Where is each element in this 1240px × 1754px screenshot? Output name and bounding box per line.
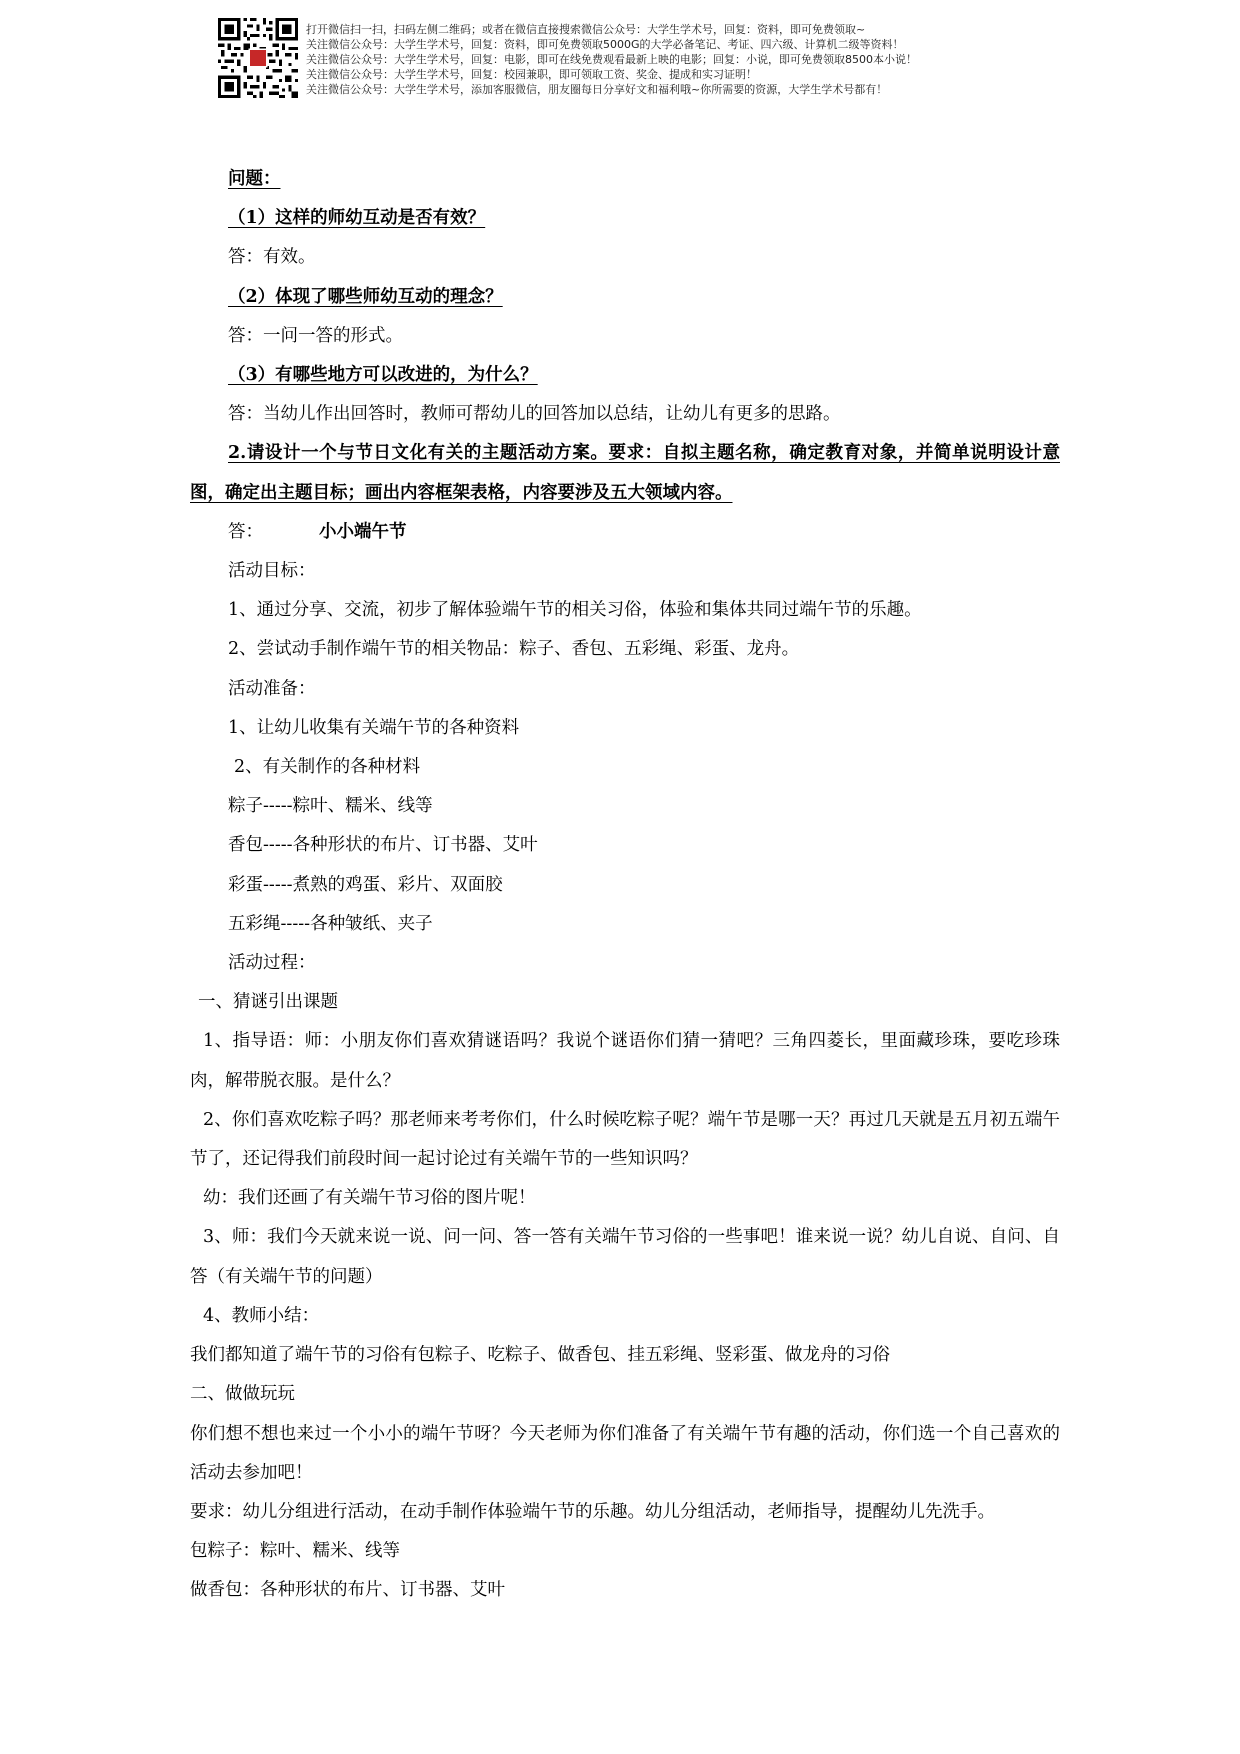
material-item: 彩蛋-----煮熟的鸡蛋、彩片、双面胶 (228, 874, 503, 895)
promo-line: 关注微信公众号：大学生学术号，添加客服微信，朋友圈每日分享好文和福利哦~你所需要的资源，大学生学术号都有！ (306, 83, 888, 96)
section-heading: 一、猜谜引出课题 (198, 992, 338, 1013)
question-1: （1）这样的师幼互动是否有效？ (228, 208, 486, 229)
summary-text: 我们都知道了端午节的习俗有包粽子、吃粽子、做香包、挂五彩绳、竖彩蛋、做龙舟的习俗 (190, 1345, 890, 1366)
material-item: 五彩绳-----各种皱纸、夹子 (228, 913, 433, 934)
answer-title-line (190, 513, 1060, 552)
promo-header (218, 18, 1018, 104)
process-step: 1、指导语：师：小朋友你们喜欢猜谜语吗？我说个谜语你们猜一猜吧？三角四菱长，里面藏珍珠，要吃珍珠肉，解带脱衣服。是什么？ (190, 1031, 1060, 1091)
theme-title: 小小端午节 (319, 521, 407, 542)
qr-code-icon (218, 18, 298, 98)
prep-label: 活动准备： (228, 678, 316, 699)
process-step: 3、师：我们今天就来说一说、问一问、答一答有关端午节习俗的一些事吧！谁来说一说？幼儿自说、自问、自答（有关端午节的问题） (190, 1227, 1060, 1287)
answer-label: 答： (228, 521, 263, 542)
design-task: 2.请设计一个与节日文化有关的主题活动方案。要求：自拟主题名称，确定教育对象，并简单说明设计意图，确定出主题目标；画出内容框架表格，内容要涉及五大领域内容。 (190, 443, 1060, 503)
promo-line: 打开微信扫一扫，扫码左侧二维码；或者在微信直接搜索微信公众号：大学生学术号，回复：资料，即可免费领取~ (306, 23, 866, 36)
process-step: 4、教师小结： (203, 1305, 320, 1326)
promo-line: 关注微信公众号：大学生学术号，回复：资料，即可免费领取5000G的大学必备笔记、考证、四六级、计算机二级等资料！ (306, 38, 904, 51)
prep-item: 1、让幼儿收集有关端午节的各种资料 (228, 717, 520, 738)
promo-line: 关注微信公众号：大学生学术号，回复：电影，即可在线免费观看最新上映的电影；回复：小说，即可免费领取8500本小说！ (306, 53, 917, 66)
intro-text: 你们想不想也来过一个小小的端午节呀？今天老师为你们准备了有关端午节有趣的活动，你们选一个自己喜欢的活动去参加吧！ (190, 1423, 1060, 1483)
question-2: （2）体现了哪些师幼互动的理念？ (228, 286, 503, 307)
promo-text (306, 22, 1026, 97)
process-step: 2、你们喜欢吃粽子吗？那老师来考考你们，什么时候吃粽子呢？端午节是哪一天？再过几天就是五月初五端午节了，还记得我们前段时间一起讨论过有关端午节的一些知识吗？ (190, 1109, 1060, 1170)
material-item: 粽子-----粽叶、糯米、线等 (228, 796, 433, 817)
question-3: （3）有哪些地方可以改进的，为什么？ (228, 365, 538, 386)
answer-1: 答：有效。 (228, 247, 316, 268)
activity-item: 做香包：各种形状的布片、订书器、艾叶 (190, 1580, 505, 1601)
material-item: 香包-----各种形状的布片、订书器、艾叶 (228, 835, 538, 856)
document-body (190, 160, 1060, 1611)
goal-item: 1、通过分享、交流，初步了解体验端午节的相关习俗，体验和集体共同过端午节的乐趣。 (228, 600, 922, 621)
section-heading: 二、做做玩玩 (190, 1384, 295, 1405)
goal-item: 2、尝试动手制作端午节的相关物品：粽子、香包、五彩绳、彩蛋、龙舟。 (228, 639, 800, 660)
requirement-text: 要求：幼儿分组进行活动，在动手制作体验端午节的乐趣。幼儿分组活动，老师指导，提醒幼儿先洗手。 (190, 1501, 995, 1522)
child-reply: 幼：我们还画了有关端午节习俗的图片呢！ (203, 1188, 536, 1209)
promo-line: 关注微信公众号：大学生学术号，回复：校园兼职，即可领取工资、奖金、提成和实习证明！ (306, 68, 757, 81)
process-label: 活动过程： (228, 953, 316, 974)
prep-item: 2、有关制作的各种材料 (234, 757, 421, 778)
goals-label: 活动目标： (228, 561, 316, 582)
activity-item: 包粽子：粽叶、糯米、线等 (190, 1541, 400, 1562)
questions-heading: 问题： (228, 169, 281, 189)
answer-3: 答：当幼儿作出回答时，教师可帮幼儿的回答加以总结，让幼儿有更多的思路。 (228, 404, 841, 425)
answer-2: 答：一问一答的形式。 (228, 325, 403, 346)
